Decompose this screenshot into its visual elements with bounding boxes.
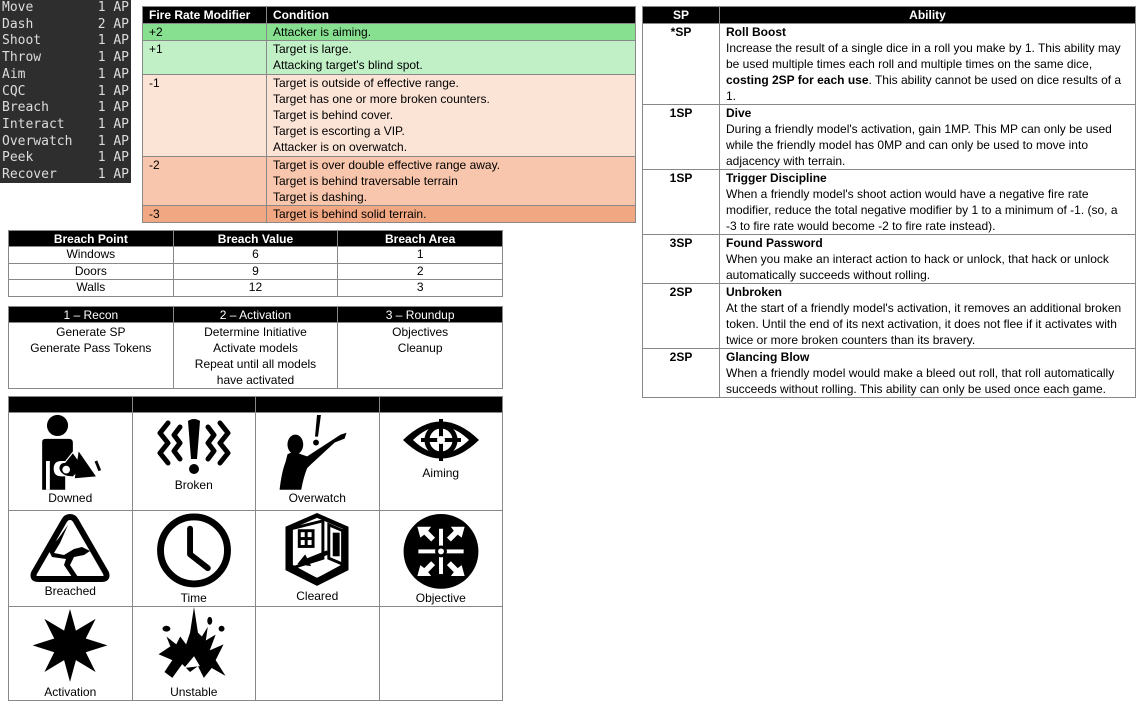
- icon-label: Activation: [44, 684, 97, 699]
- icon-label: Cleared: [296, 588, 339, 603]
- action-cost: 1 AP: [97, 66, 129, 82]
- ability-cost: 1SP: [643, 170, 720, 235]
- fire-rate-row: [143, 74, 636, 156]
- status-icon-legend: [8, 396, 503, 701]
- condition-text: Target is escorting a VIP.: [273, 124, 405, 139]
- ability-cell: [720, 105, 1136, 170]
- phase-step: Repeat until all models: [194, 357, 317, 371]
- objective-icon: [401, 513, 481, 590]
- action-cost: 1 AP: [97, 116, 129, 132]
- ability-cell: [720, 235, 1136, 284]
- phase-step: Objectives: [392, 325, 449, 339]
- icon-label: Broken: [174, 478, 213, 492]
- aiming-icon: [401, 415, 481, 465]
- condition-text: Attacker is aiming.: [273, 25, 372, 39]
- icon-cell-cleared: [256, 511, 380, 607]
- icon-row: [9, 607, 503, 701]
- ability-description: When a friendly model would make a bleed out roll, that roll automatically succeeds without rolling. This ability can only be used once each game.: [726, 366, 1115, 396]
- downed-icon: [35, 413, 105, 490]
- icon-cell-activation: [9, 607, 133, 701]
- ability-description: [726, 41, 1121, 103]
- action-row: [0, 167, 131, 184]
- action-cost: 2 AP: [97, 16, 129, 32]
- action-name: Overwatch: [2, 133, 73, 149]
- icon-legend-header-cell: [256, 397, 380, 413]
- sp-header-cost: SP: [643, 7, 720, 24]
- icon-legend-header-cell: [379, 397, 503, 413]
- phase-header-activation: 2 – Activation: [173, 307, 338, 323]
- modifier-value: -3: [143, 206, 267, 223]
- action-cost: 1 AP: [97, 33, 129, 49]
- ability-row: [643, 24, 1136, 105]
- action-row: [0, 117, 131, 134]
- ability-description: At the start of a friendly model's activation, it removes an additional broken token. Until the end of its next activation, it does not flee if it activates with twice or more broken counters than its bravery.: [726, 301, 1122, 347]
- icon-label: Time: [180, 590, 207, 605]
- action-row: [0, 67, 131, 84]
- action-cost-list: [0, 0, 131, 183]
- condition-text: Target has one or more broken counters.: [273, 91, 490, 106]
- ability-cost: 2SP: [643, 284, 720, 349]
- clock-icon: [154, 513, 234, 590]
- ability-row: [643, 349, 1136, 398]
- phase-steps-activation: [173, 323, 338, 389]
- action-cost: 1 AP: [97, 0, 129, 15]
- modifier-value: +1: [143, 41, 267, 74]
- breach-area: 2: [338, 263, 503, 280]
- action-cost: 1 AP: [97, 150, 129, 166]
- ability-cost: 3SP: [643, 235, 720, 284]
- icon-label: Downed: [48, 490, 93, 505]
- fire-rate-row: [143, 41, 636, 74]
- breach-value: 6: [173, 247, 338, 264]
- condition-cell: [267, 74, 636, 156]
- ability-name: Glancing Blow: [726, 350, 810, 364]
- breach-area: 1: [338, 247, 503, 264]
- ability-cell: [720, 170, 1136, 235]
- action-name: Peek: [2, 150, 34, 166]
- sp-ability-table: [642, 6, 1136, 398]
- action-name: Breach: [2, 100, 49, 116]
- icon-cell-downed: [9, 413, 133, 511]
- breach-table: [8, 230, 503, 297]
- ability-name: Roll Boost: [726, 25, 786, 39]
- icon-cell-breached: [9, 511, 133, 607]
- condition-text: Target is behind solid terrain.: [273, 207, 427, 222]
- action-name: Dash: [2, 16, 34, 32]
- sp-header-row: [643, 7, 1136, 24]
- ability-name: Unbroken: [726, 285, 783, 299]
- icon-label: Aiming: [422, 466, 460, 480]
- action-name: Move: [2, 0, 34, 15]
- sp-header-ability: Ability: [720, 7, 1136, 24]
- breach-value: 9: [173, 263, 338, 280]
- modifier-value: +2: [143, 24, 267, 41]
- action-row: [0, 50, 131, 67]
- breach-row: [9, 263, 503, 280]
- ability-description: During a friendly model's activation, gain 1MP. This MP can only be used while the friendly model has 0MP and can only be used to move into adjacency with terrain.: [726, 122, 1112, 168]
- action-cost: 1 AP: [97, 83, 129, 99]
- icon-cell-objective: [379, 511, 503, 607]
- action-name: Shoot: [2, 33, 42, 49]
- action-cost: 1 AP: [97, 100, 129, 116]
- breach-header-point: Breach Point: [9, 231, 174, 247]
- icon-label: Unstable: [170, 684, 218, 699]
- action-row: [0, 134, 131, 151]
- ability-cost: 2SP: [643, 349, 720, 398]
- ability-desc-text: Increase the result of a single dice in a roll you make by 1. This ability may be used multiple times each roll and multiple times on the same dice,: [726, 41, 1121, 71]
- ability-row: [643, 170, 1136, 235]
- action-row: [0, 100, 131, 117]
- overwatch-icon: [277, 413, 357, 490]
- fire-rate-row: [143, 206, 636, 223]
- action-cost: 1 AP: [97, 133, 129, 149]
- phase-step: Determine Initiative: [204, 325, 307, 339]
- phase-step: Activate models: [213, 341, 298, 355]
- action-row: [0, 150, 131, 167]
- condition-text: Target is behind cover.: [273, 108, 394, 123]
- condition-text: Target is over double effective range away.: [273, 157, 501, 172]
- explosion-icon: [154, 607, 234, 684]
- modifier-value: -1: [143, 74, 267, 156]
- breach-header-row: [9, 231, 503, 247]
- ability-cell: [720, 284, 1136, 349]
- ability-description: When a friendly model's shoot action would have a negative fire rate modifier, reduce the total negative modifier by 1 to a minimum of -1. (so, a -3 to fire rate would become -2 to fire rate instead).: [726, 187, 1118, 233]
- phase-step: Generate Pass Tokens: [30, 341, 152, 355]
- icon-cell-time: [132, 511, 256, 607]
- phase-steps-roundup: [338, 323, 503, 389]
- condition-cell: [267, 156, 636, 206]
- breach-point: Doors: [9, 263, 174, 280]
- condition-cell: [267, 24, 636, 41]
- fire-rate-header-modifier: Fire Rate Modifier: [143, 7, 267, 24]
- fire-rate-row: [143, 156, 636, 206]
- breach-row: [9, 280, 503, 297]
- ability-desc-emphasis: costing 2SP for each use: [726, 73, 869, 87]
- breached-icon: [30, 513, 110, 583]
- condition-cell: [267, 41, 636, 74]
- icon-cell-aiming: [379, 413, 503, 511]
- action-row: [0, 33, 131, 50]
- star-burst-icon: [30, 607, 110, 684]
- ability-row: [643, 235, 1136, 284]
- icon-cell-unstable: [132, 607, 256, 701]
- phase-steps-row: [9, 323, 503, 389]
- icon-row: [9, 511, 503, 607]
- action-row: [0, 17, 131, 34]
- ability-cell: [720, 349, 1136, 398]
- condition-text: Attacking target's blind spot.: [273, 58, 423, 73]
- breach-value: 12: [173, 280, 338, 297]
- ability-description: When you make an interact action to hack or unlock, that hack or unlock automatically succeeds without rolling.: [726, 252, 1109, 282]
- icon-label: Objective: [415, 590, 466, 605]
- ability-cost: 1SP: [643, 105, 720, 170]
- round-phase-table: [8, 306, 503, 389]
- cleared-icon: [277, 511, 357, 588]
- condition-text: Target is outside of effective range.: [273, 75, 459, 90]
- icon-cell-empty: [379, 607, 503, 701]
- ability-name: Dive: [726, 106, 752, 120]
- icon-legend-header: [9, 397, 503, 413]
- phase-header-roundup: 3 – Roundup: [338, 307, 503, 323]
- action-cost: 1 AP: [97, 167, 129, 183]
- icon-legend-header-cell: [132, 397, 256, 413]
- condition-cell: [267, 206, 636, 223]
- action-name: Interact: [2, 116, 65, 132]
- ability-cell: [720, 24, 1136, 105]
- phase-header-recon: 1 – Recon: [9, 307, 174, 323]
- ability-name: Found Password: [726, 236, 823, 250]
- phase-header-row: [9, 307, 503, 323]
- phase-step: Cleanup: [397, 341, 443, 355]
- breach-point: Windows: [9, 247, 174, 264]
- fire-rate-header-row: [143, 7, 636, 24]
- icon-legend-header-cell: [9, 397, 133, 413]
- icon-row: [9, 413, 503, 511]
- action-name: Aim: [2, 66, 26, 82]
- breach-header-value: Breach Value: [173, 231, 338, 247]
- fire-rate-row: [143, 24, 636, 41]
- icon-cell-empty: [256, 607, 380, 701]
- phase-step: have activated: [216, 373, 295, 387]
- modifier-value: -2: [143, 156, 267, 206]
- fire-rate-header-condition: Condition: [267, 7, 636, 24]
- icon-cell-broken: [132, 413, 256, 511]
- action-row: [0, 0, 131, 17]
- breach-area: 3: [338, 280, 503, 297]
- fire-rate-table: [142, 6, 636, 223]
- phase-steps-recon: [9, 323, 174, 389]
- condition-text: Target is large.: [273, 42, 352, 57]
- breach-point: Walls: [9, 280, 174, 297]
- condition-text: Target is dashing.: [273, 190, 368, 205]
- ability-name: Trigger Discipline: [726, 171, 827, 185]
- ability-row: [643, 284, 1136, 349]
- action-row: [0, 84, 131, 101]
- broken-icon: [154, 417, 234, 477]
- icon-label: Breached: [44, 584, 96, 598]
- action-name: Recover: [2, 167, 57, 183]
- action-name: Throw: [2, 50, 42, 66]
- condition-text: Target is behind traversable terrain: [273, 173, 458, 188]
- condition-text: Attacker is on overwatch.: [273, 140, 408, 155]
- action-name: CQC: [2, 83, 26, 99]
- ability-row: [643, 105, 1136, 170]
- breach-header-area: Breach Area: [338, 231, 503, 247]
- ability-desc-text: . This ability cannot be used on dice results of a 1.: [726, 73, 1122, 103]
- ability-cost: *SP: [643, 24, 720, 105]
- icon-cell-overwatch: [256, 413, 380, 511]
- action-cost: 1 AP: [97, 50, 129, 66]
- phase-step: Generate SP: [56, 325, 126, 339]
- breach-row: [9, 247, 503, 264]
- icon-label: Overwatch: [288, 490, 346, 505]
